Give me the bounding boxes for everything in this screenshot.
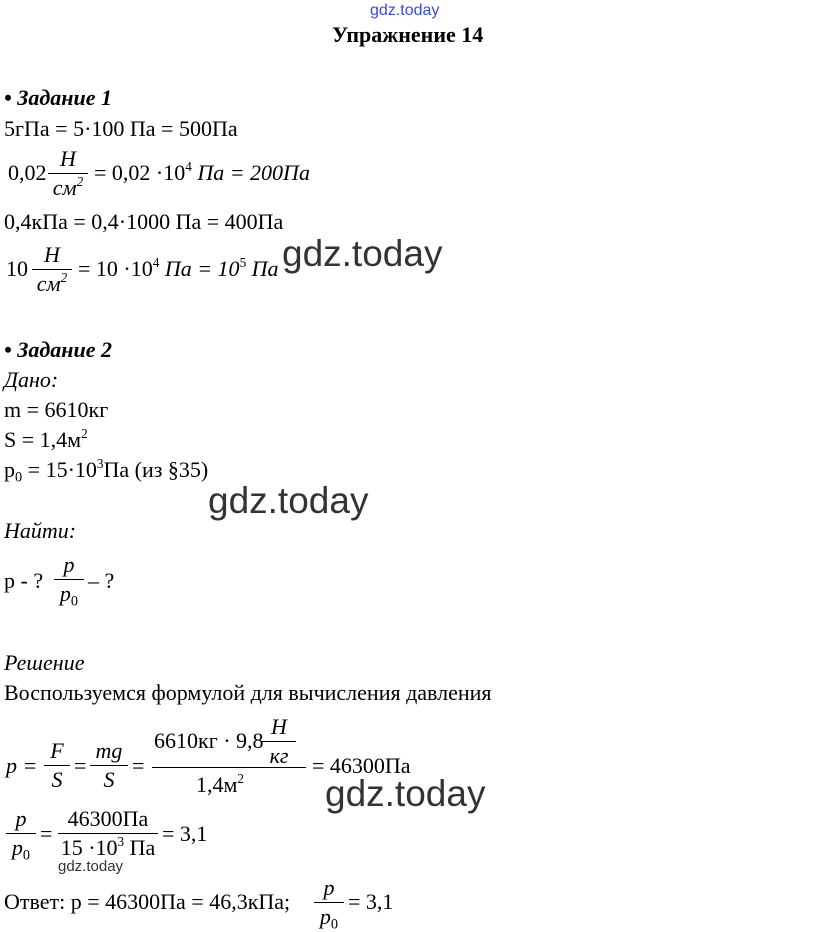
fraction-numerator: Н (60, 146, 76, 171)
find-tail: – ? (88, 568, 115, 593)
fraction-denominator: $15 \cdot 10^3$ Па (60, 833, 156, 860)
answer-text: Ответ: p = 46300Па = 46,3кПа; (4, 889, 291, 914)
fraction-denominator: $см^2$ (52, 173, 84, 200)
fraction-bar (44, 765, 70, 766)
formula-result: = 46300Па (312, 753, 411, 778)
task2-heading: • Задание 2 (4, 337, 113, 362)
fraction-numerator: Н (44, 242, 60, 267)
answer-fraction (314, 875, 344, 930)
formula-numerator: 6610кг · 9,8 (154, 728, 264, 753)
task1-line1: 5гПа = 5·100 Па = 500Па (4, 116, 238, 141)
solution-label: Решение (4, 650, 85, 675)
fraction-bar (314, 902, 344, 903)
ratio-eq: = (40, 821, 53, 846)
given-area: $S = 1,4м^2$ (4, 425, 88, 452)
ratio-p-over-p0 (6, 806, 36, 864)
formula-denominator: $1,4м^2$ (196, 770, 245, 797)
find-label: Найти: (4, 518, 77, 543)
fraction-bar (54, 579, 84, 580)
formula-n-over-kg (262, 714, 296, 769)
watermark-2: gdz.today (208, 480, 369, 521)
watermark-small: gdz.today (58, 858, 124, 875)
fraction-denominator: $p_0$ (319, 904, 339, 932)
task1-eq2-tail: = $0,02 \cdot 10^4$ Па = 200Па (94, 158, 310, 185)
find-p: p - ? (4, 568, 44, 593)
task1-eq2-lead: 0,02 (8, 160, 47, 185)
fraction-numerator: p (15, 806, 27, 831)
fraction-bar (6, 833, 36, 834)
formula-eq2: = (132, 753, 145, 778)
fraction-denominator: $p_0$ (11, 835, 31, 864)
task1-heading: • Задание 1 (4, 85, 113, 110)
fraction-denominator: $см^2$ (36, 269, 68, 296)
fraction-denominator: S (103, 767, 115, 792)
fraction-numerator: mg (95, 738, 123, 763)
formula-f-over-s (44, 738, 70, 793)
task1-eq4-lead: 10 (6, 256, 28, 281)
page-title: Упражнение 14 (332, 22, 484, 47)
watermark-3: gdz.today (325, 773, 486, 814)
task1-eq4-tail: = $10 \cdot 10^4$ Па = $10^5$ Па (78, 254, 279, 281)
fraction-numerator: F (50, 738, 64, 763)
fraction-denominator: S (51, 767, 63, 792)
solution-text: Воспользуемся формулой для вычисления давления (4, 680, 492, 705)
ratio-result: = 3,1 (162, 821, 208, 846)
fraction-numerator: p (323, 875, 335, 900)
fraction-numerator: 46300Па (67, 806, 149, 831)
formula-p-eq: p = (6, 753, 38, 778)
fraction-numerator: p (63, 552, 75, 577)
task1-eq4-fraction (32, 242, 72, 297)
fraction-bar (58, 833, 158, 834)
fraction-denominator: $p_0$ (59, 581, 79, 610)
formula-eq1: = (74, 753, 87, 778)
fraction-denominator: кг (269, 743, 289, 768)
watermark-1: gdz.today (282, 233, 443, 274)
given-mass: m = 6610кг (4, 397, 109, 422)
given-pressure: $p_0 = 15\cdot 10^3Па$ (из §35) (4, 455, 209, 486)
fraction-numerator: Н (271, 714, 287, 739)
task1-line3: 0,4кПа = 0,4·1000 Па = 400Па (4, 209, 284, 234)
fraction-bar (262, 741, 296, 742)
ratio-value-fraction (58, 806, 158, 861)
task1-eq2-fraction (48, 146, 88, 201)
given-label: Дано: (4, 367, 59, 392)
fraction-bar (90, 765, 128, 766)
find-ratio-fraction (54, 552, 84, 610)
watermark-top: gdz.today (370, 2, 440, 19)
answer-result: = 3,1 (348, 889, 394, 914)
formula-main-fraction-bar (152, 767, 306, 768)
formula-mg-over-s (90, 738, 128, 793)
